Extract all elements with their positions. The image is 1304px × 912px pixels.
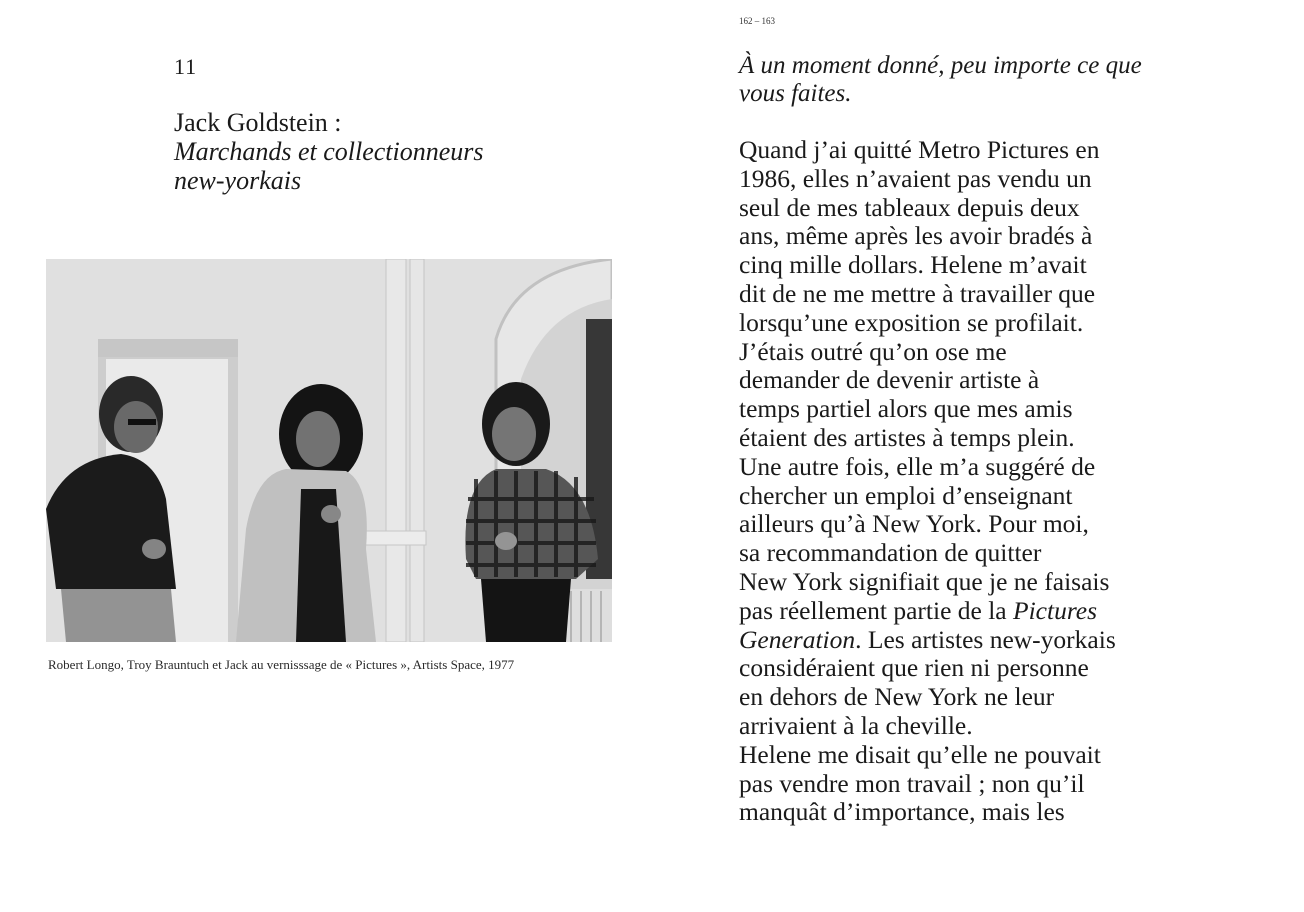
- body-line: Quand j’ai quitté Metro Pictures en: [739, 135, 1100, 164]
- body-line: manquât d’importance, mais les: [739, 797, 1065, 827]
- body-line: lorsqu’une exposition se profilait.: [739, 307, 1084, 337]
- epigraph-line: À un moment donné, peu importe ce que: [739, 52, 1142, 79]
- body-line: considéraient que rien ni personne: [739, 653, 1089, 683]
- body-line: chercher un emploi d’enseignant: [739, 480, 1073, 510]
- body-line: Helene me disait qu’elle ne pouvait: [739, 739, 1101, 769]
- body-line: étaient des artistes à temps plein.: [739, 422, 1075, 452]
- chapter-title: [174, 108, 614, 195]
- body-line: cinq mille dollars. Helene m’avait: [739, 250, 1087, 280]
- photo-illustration: [46, 259, 612, 642]
- epigraph: [739, 52, 1159, 108]
- body-line: [739, 626, 1159, 655]
- body-line: 1986, elles n’avaient pas vendu un: [739, 163, 1092, 193]
- body-line: [739, 597, 1159, 626]
- body-line: temps partiel alors que mes amis: [739, 394, 1073, 424]
- body-line-segment: . Les artistes new-yorkais: [855, 624, 1116, 654]
- body-text: [739, 136, 1159, 827]
- right-page: [652, 0, 1304, 912]
- black-and-white-photo: [46, 259, 612, 642]
- photo-caption: Robert Longo, Troy Brauntuch et Jack au vernisssage de « Pictures », Artists Space, 1977: [48, 657, 515, 672]
- body-line: arrivaient à la cheville.: [739, 710, 973, 740]
- chapter-author: Jack Goldstein :: [174, 108, 342, 137]
- chapter-number: 11: [174, 54, 198, 79]
- page-folio: 162 – 163: [739, 16, 775, 26]
- body-line: New York signifiait que je ne faisais: [739, 566, 1110, 596]
- italic-term: Pictures: [1013, 595, 1098, 625]
- body-line: ans, même après les avoir bradés à: [739, 221, 1093, 251]
- body-line: pas vendre mon travail ; non qu’il: [739, 768, 1085, 798]
- body-line: Une autre fois, elle m’a suggéré de: [739, 451, 1096, 481]
- body-line: sa recommandation de quitter: [739, 538, 1042, 568]
- body-line: seul de mes tableaux depuis deux: [739, 192, 1080, 222]
- italic-term: Generation: [739, 624, 856, 654]
- chapter-subtitle-line: new-yorkais: [174, 166, 302, 195]
- chapter-subtitle-line: Marchands et collectionneurs: [174, 137, 484, 166]
- body-line: J’étais outré qu’on ose me: [739, 336, 1007, 366]
- body-line-segment: pas réellement partie de la: [739, 595, 1007, 625]
- body-line: dit de ne me mettre à travailler que: [739, 278, 1096, 308]
- body-line: demander de devenir artiste à: [739, 365, 1040, 395]
- body-line: en dehors de New York ne leur: [739, 682, 1055, 712]
- epigraph-line: vous faites.: [739, 80, 852, 107]
- body-line: ailleurs qu’à New York. Pour moi,: [739, 509, 1089, 539]
